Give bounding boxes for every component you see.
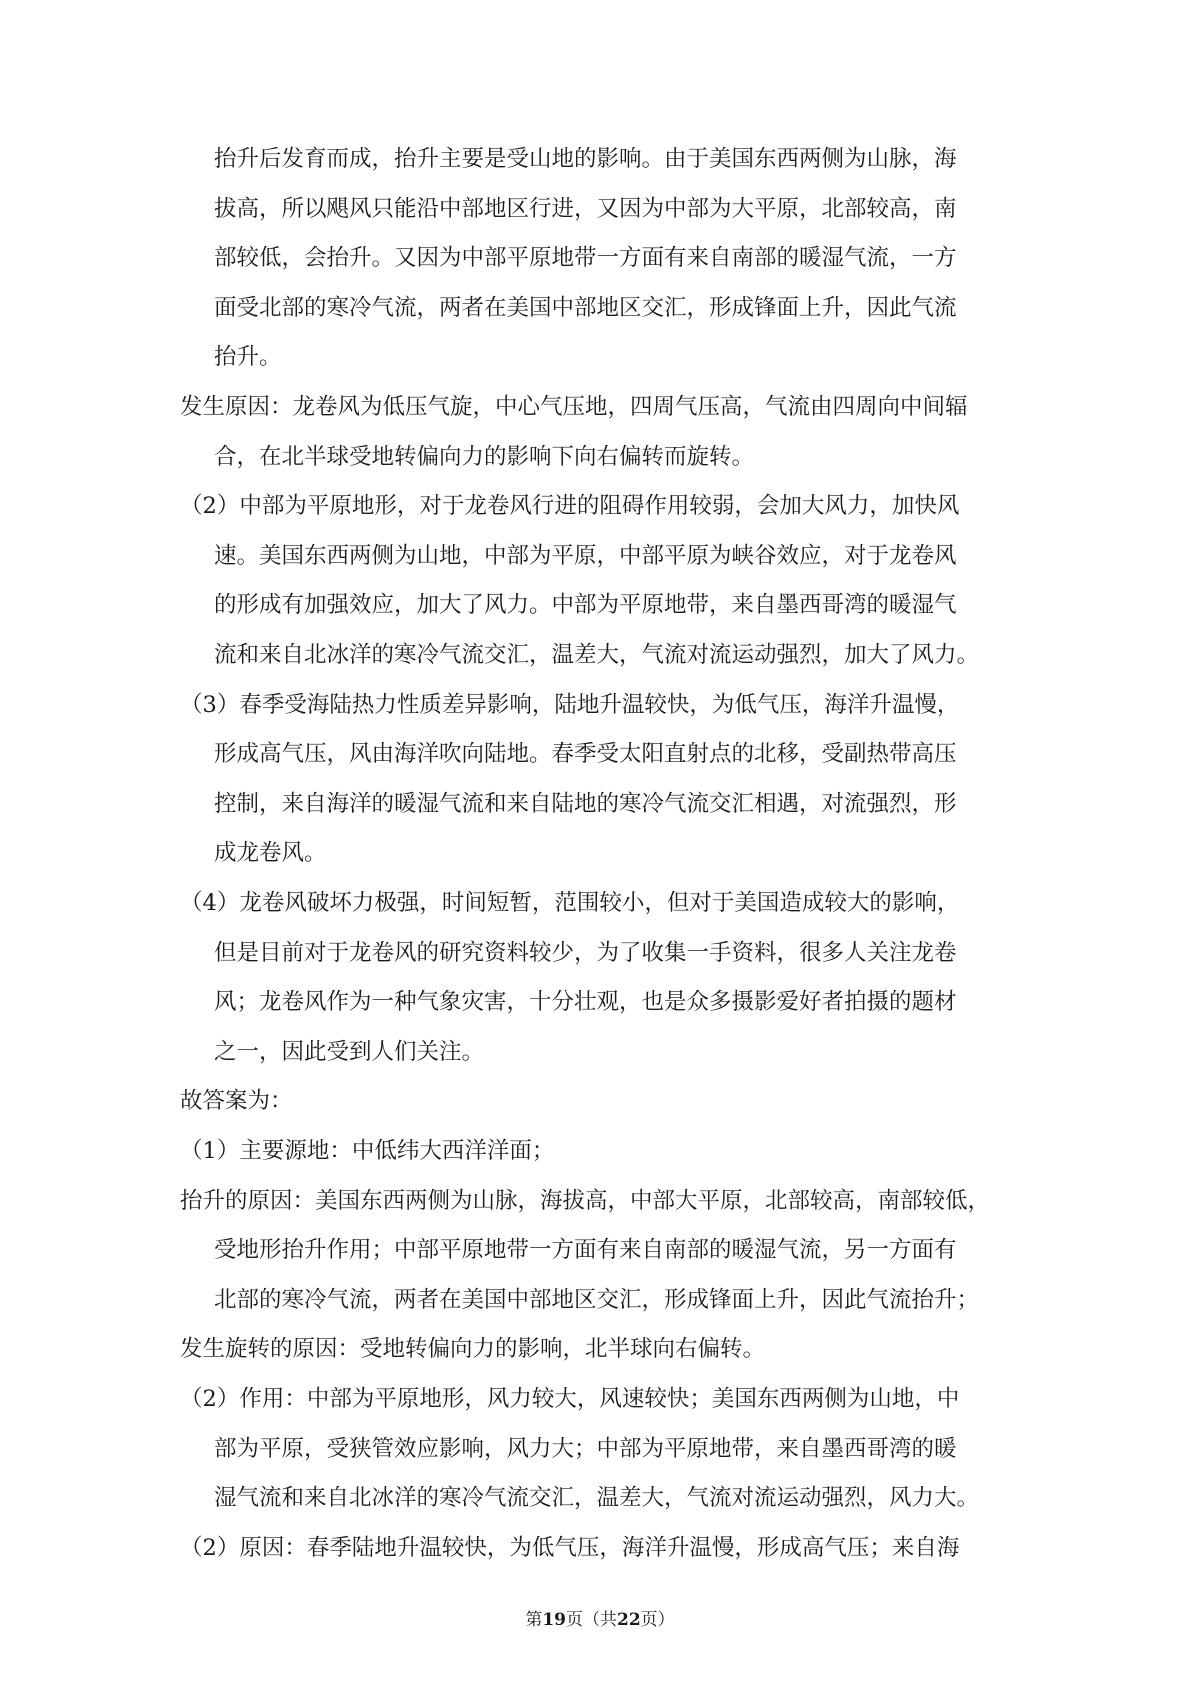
text-line: 北部的寒冷气流，两者在美国中部地区交汇，形成锋面上升，因此气流抬升； [214,1286,980,1313]
text-line: 成龙卷风。 [214,840,327,867]
text-line: 抬升。 [214,344,282,371]
footer-total-pages: 22 [617,1610,641,1630]
text-line: （4）龙卷风破坏力极强，时间短暂，范围较小，但对于美国造成较大的影响， [180,890,960,916]
text-line: 发生旋转的原因：受地转偏向力的影响，北半球向右偏转。 [180,1336,766,1363]
text-line: 形成高气压，风由海洋吹向陆地。春季受太阳直射点的北移，受副热带高压 [214,741,957,768]
text-line: 速。美国东西两侧为山地，中部为平原，中部平原为峡谷效应，对于龙卷风 [214,542,957,569]
page-footer [0,1612,1200,1629]
text-line: （2）中部为平原地形，对于龙卷风行进的阻碍作用较弱，会加大风力，加快风 [180,493,960,520]
text-line: 发生原因：龙卷风为低压气旋，中心气压地，四周气压高，气流由四周向中间辐 [180,394,968,420]
text-line: （2）原因：春季陆地升温较快，为低气压，海洋升温慢，形成高气压；来自海 [180,1534,960,1561]
text-line: 拔高，所以飓风只能沿中部地区行进，又因为中部为大平原，北部较高，南 [214,195,957,222]
footer-page-number: 19 [542,1610,566,1630]
text-line: 部较低，会抬升。又因为中部平原地带一方面有来自南部的暖湿气流，一方 [214,245,957,272]
text-line: （1）主要源地：中低纬大西洋洋面； [180,1138,555,1164]
text-line: 抬升的原因：美国东西两侧为山脉，海拔高，中部大平原，北部较高，南部较低， [180,1187,991,1214]
text-line: 控制，来自海洋的暖湿气流和来自陆地的寒冷气流交汇相遇，对流强烈，形 [214,790,957,817]
text-line: （2）作用：中部为平原地形，风力较大，风速较快；美国东西两侧为山地，中 [180,1386,960,1412]
footer-suffix: 页） [640,1610,675,1630]
footer-middle: 页（共 [566,1610,617,1630]
text-line: 合，在北半球受地转偏向力的影响下向右偏转而旋转。 [214,443,755,470]
text-line: 面受北部的寒冷气流，两者在美国中部地区交汇，形成锋面上升，因此气流 [214,294,957,321]
text-line: 受地形抬升作用；中部平原地带一方面有来自南部的暖湿气流，另一方面有 [214,1237,957,1264]
text-line: （3）春季受海陆热力性质差异影响，陆地升温较快，为低气压，海洋升温慢， [180,691,960,718]
footer-prefix: 第 [525,1610,543,1630]
text-line: 的形成有加强效应，加大了风力。中部为平原地带，来自墨西哥湾的暖湿气 [214,592,957,619]
text-line: 故答案为： [180,1088,293,1115]
text-line: 流和来自北冰洋的寒冷气流交汇，温差大，气流对流运动强烈，加大了风力。 [214,642,980,668]
text-line: 湿气流和来自北冰洋的寒冷气流交汇，温差大，气流对流运动强烈，风力大。 [214,1485,980,1512]
text-line: 之一，因此受到人们关注。 [214,1038,485,1065]
text-line: 部为平原，受狭管效应影响，风力大；中部为平原地带，来自墨西哥湾的暖 [214,1435,957,1462]
text-line: 但是目前对于龙卷风的研究资料较少，为了收集一手资料，很多人关注龙卷 [214,939,957,966]
text-line: 风；龙卷风作为一种气象灾害，十分壮观，也是众多摄影爱好者拍摄的题材 [214,989,957,1016]
text-line: 抬升后发育而成，抬升主要是受山地的影响。由于美国东西两侧为山脉，海 [214,146,957,172]
